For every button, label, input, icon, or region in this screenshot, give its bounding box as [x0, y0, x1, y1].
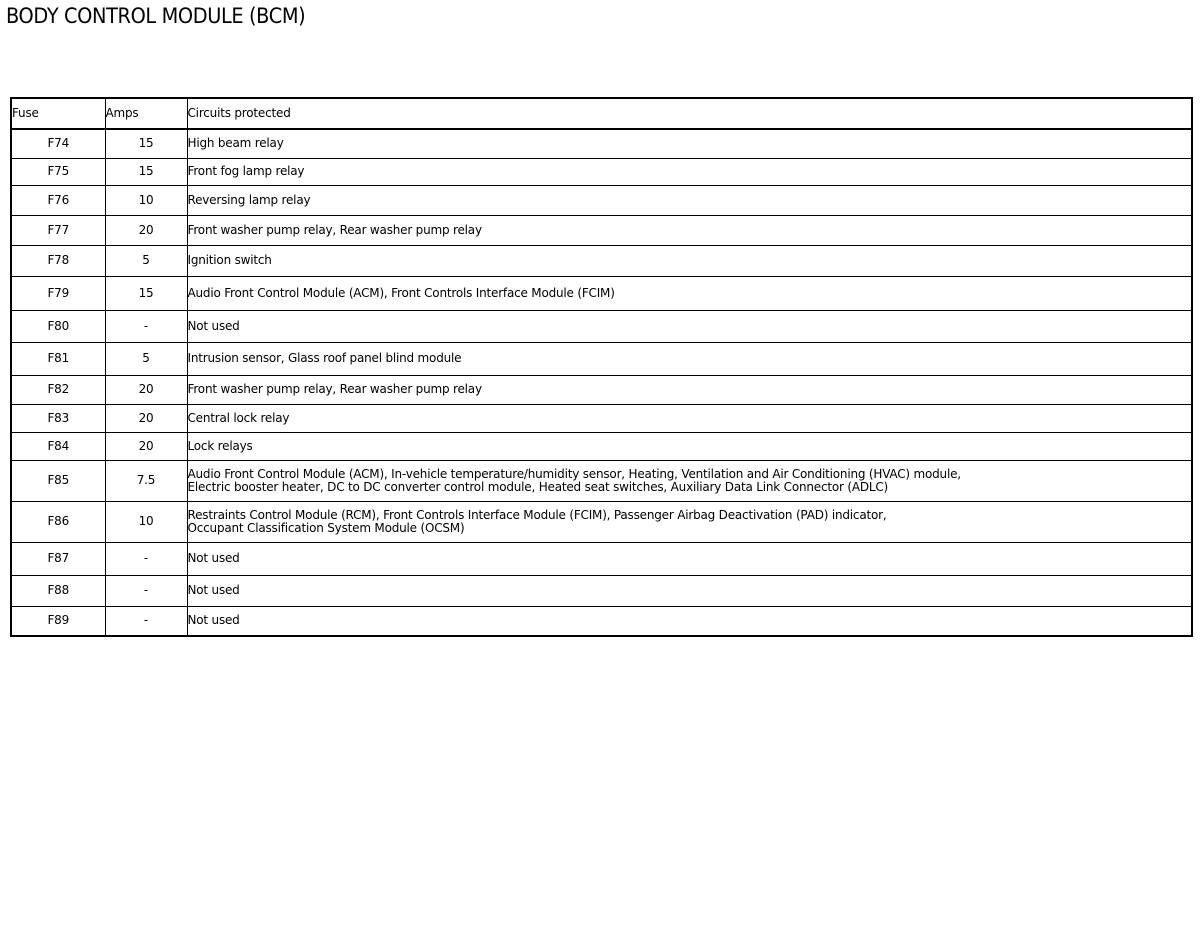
- table-row: [11, 404, 1192, 432]
- column-header-fuse: Fuse: [11, 98, 105, 129]
- circuits-cell: [187, 276, 1192, 310]
- amps-cell: -: [105, 606, 187, 636]
- circuits-cell: [187, 342, 1192, 375]
- amps-cell: 15: [105, 276, 187, 310]
- table-row: [11, 245, 1192, 276]
- fuse-cell: F81: [11, 342, 105, 375]
- circuits-cell: [187, 460, 1192, 501]
- circuits-cell: [187, 215, 1192, 245]
- circuits-line: Not used: [187, 551, 240, 565]
- circuits-line: Intrusion sensor, Glass roof panel blind module: [187, 351, 462, 365]
- amps-cell: -: [105, 542, 187, 575]
- table-row: [11, 542, 1192, 575]
- circuits-line: Electric booster heater, DC to DC converter control module, Heated seat switches, Auxiliary Data Link Connector (ADLC): [187, 479, 889, 494]
- circuits-line: Audio Front Control Module (ACM), In-vehicle temperature/humidity sensor, Heating, Ventilation and Air Conditioning (HVAC) module,: [187, 466, 961, 481]
- circuits-cell: [187, 158, 1192, 185]
- fuse-table: [10, 97, 1193, 637]
- circuits-cell: [187, 575, 1192, 606]
- fuse-cell: F86: [11, 501, 105, 542]
- table-row: [11, 310, 1192, 342]
- circuits-cell: [187, 310, 1192, 342]
- circuits-cell: [187, 185, 1192, 215]
- amps-cell: 5: [105, 245, 187, 276]
- fuse-cell: F80: [11, 310, 105, 342]
- fuse-cell: F87: [11, 542, 105, 575]
- table-row: [11, 606, 1192, 636]
- amps-cell: 7.5: [105, 460, 187, 501]
- table-row: [11, 129, 1192, 158]
- amps-cell: -: [105, 575, 187, 606]
- table-row: [11, 185, 1192, 215]
- amps-cell: 10: [105, 185, 187, 215]
- circuits-line: Front washer pump relay, Rear washer pump relay: [187, 222, 482, 237]
- circuits-line: Occupant Classification System Module (OCSM): [187, 520, 465, 535]
- circuits-line: Restraints Control Module (RCM), Front Controls Interface Module (FCIM), Passenger Airbag Deactivation (PAD) indicator,: [187, 507, 887, 522]
- fuse-cell: F84: [11, 432, 105, 460]
- fuse-cell: F75: [11, 158, 105, 185]
- fuse-cell: F82: [11, 375, 105, 404]
- fuse-cell: F83: [11, 404, 105, 432]
- circuits-line: Front fog lamp relay: [187, 164, 305, 178]
- amps-cell: 20: [105, 404, 187, 432]
- table-row: [11, 432, 1192, 460]
- circuits-line: Lock relays: [187, 438, 253, 453]
- circuits-line: Reversing lamp relay: [187, 192, 311, 207]
- amps-cell: 5: [105, 342, 187, 375]
- circuits-line: Ignition switch: [187, 253, 272, 267]
- table-row: [11, 375, 1192, 404]
- table-row: [11, 575, 1192, 606]
- fuse-cell: F78: [11, 245, 105, 276]
- table-row: [11, 158, 1192, 185]
- fuse-cell: F88: [11, 575, 105, 606]
- circuits-cell: [187, 542, 1192, 575]
- circuits-cell: [187, 129, 1192, 158]
- amps-cell: -: [105, 310, 187, 342]
- column-header-circuits: Circuits protected: [187, 98, 1192, 129]
- table-body: [11, 129, 1192, 636]
- circuits-line: High beam relay: [187, 136, 284, 151]
- fuse-cell: F74: [11, 129, 105, 158]
- circuits-line: Audio Front Control Module (ACM), Front Controls Interface Module (FCIM): [187, 285, 615, 300]
- circuits-line: Not used: [187, 318, 240, 333]
- table-row: [11, 342, 1192, 375]
- amps-cell: 20: [105, 432, 187, 460]
- table-row: [11, 276, 1192, 310]
- fuse-cell: F79: [11, 276, 105, 310]
- fuse-cell: F77: [11, 215, 105, 245]
- amps-cell: 20: [105, 215, 187, 245]
- column-header-amps: Amps: [105, 98, 187, 129]
- amps-cell: 10: [105, 501, 187, 542]
- circuits-cell: [187, 375, 1192, 404]
- circuits-cell: [187, 501, 1192, 542]
- circuits-line: Not used: [187, 613, 240, 628]
- table-header-row: [11, 98, 1192, 129]
- fuse-cell: F76: [11, 185, 105, 215]
- table-row: [11, 501, 1192, 542]
- circuits-cell: [187, 432, 1192, 460]
- circuits-line: Not used: [187, 583, 240, 597]
- fuse-cell: F89: [11, 606, 105, 636]
- circuits-cell: [187, 245, 1192, 276]
- table-row: [11, 215, 1192, 245]
- circuits-line: Central lock relay: [187, 410, 290, 425]
- amps-cell: 15: [105, 129, 187, 158]
- amps-cell: 20: [105, 375, 187, 404]
- amps-cell: 15: [105, 158, 187, 185]
- page-title: BODY CONTROL MODULE (BCM): [6, 4, 306, 28]
- circuits-cell: [187, 404, 1192, 432]
- circuits-cell: [187, 606, 1192, 636]
- fuse-cell: F85: [11, 460, 105, 501]
- circuits-line: Front washer pump relay, Rear washer pump relay: [187, 382, 482, 396]
- table-row: [11, 460, 1192, 501]
